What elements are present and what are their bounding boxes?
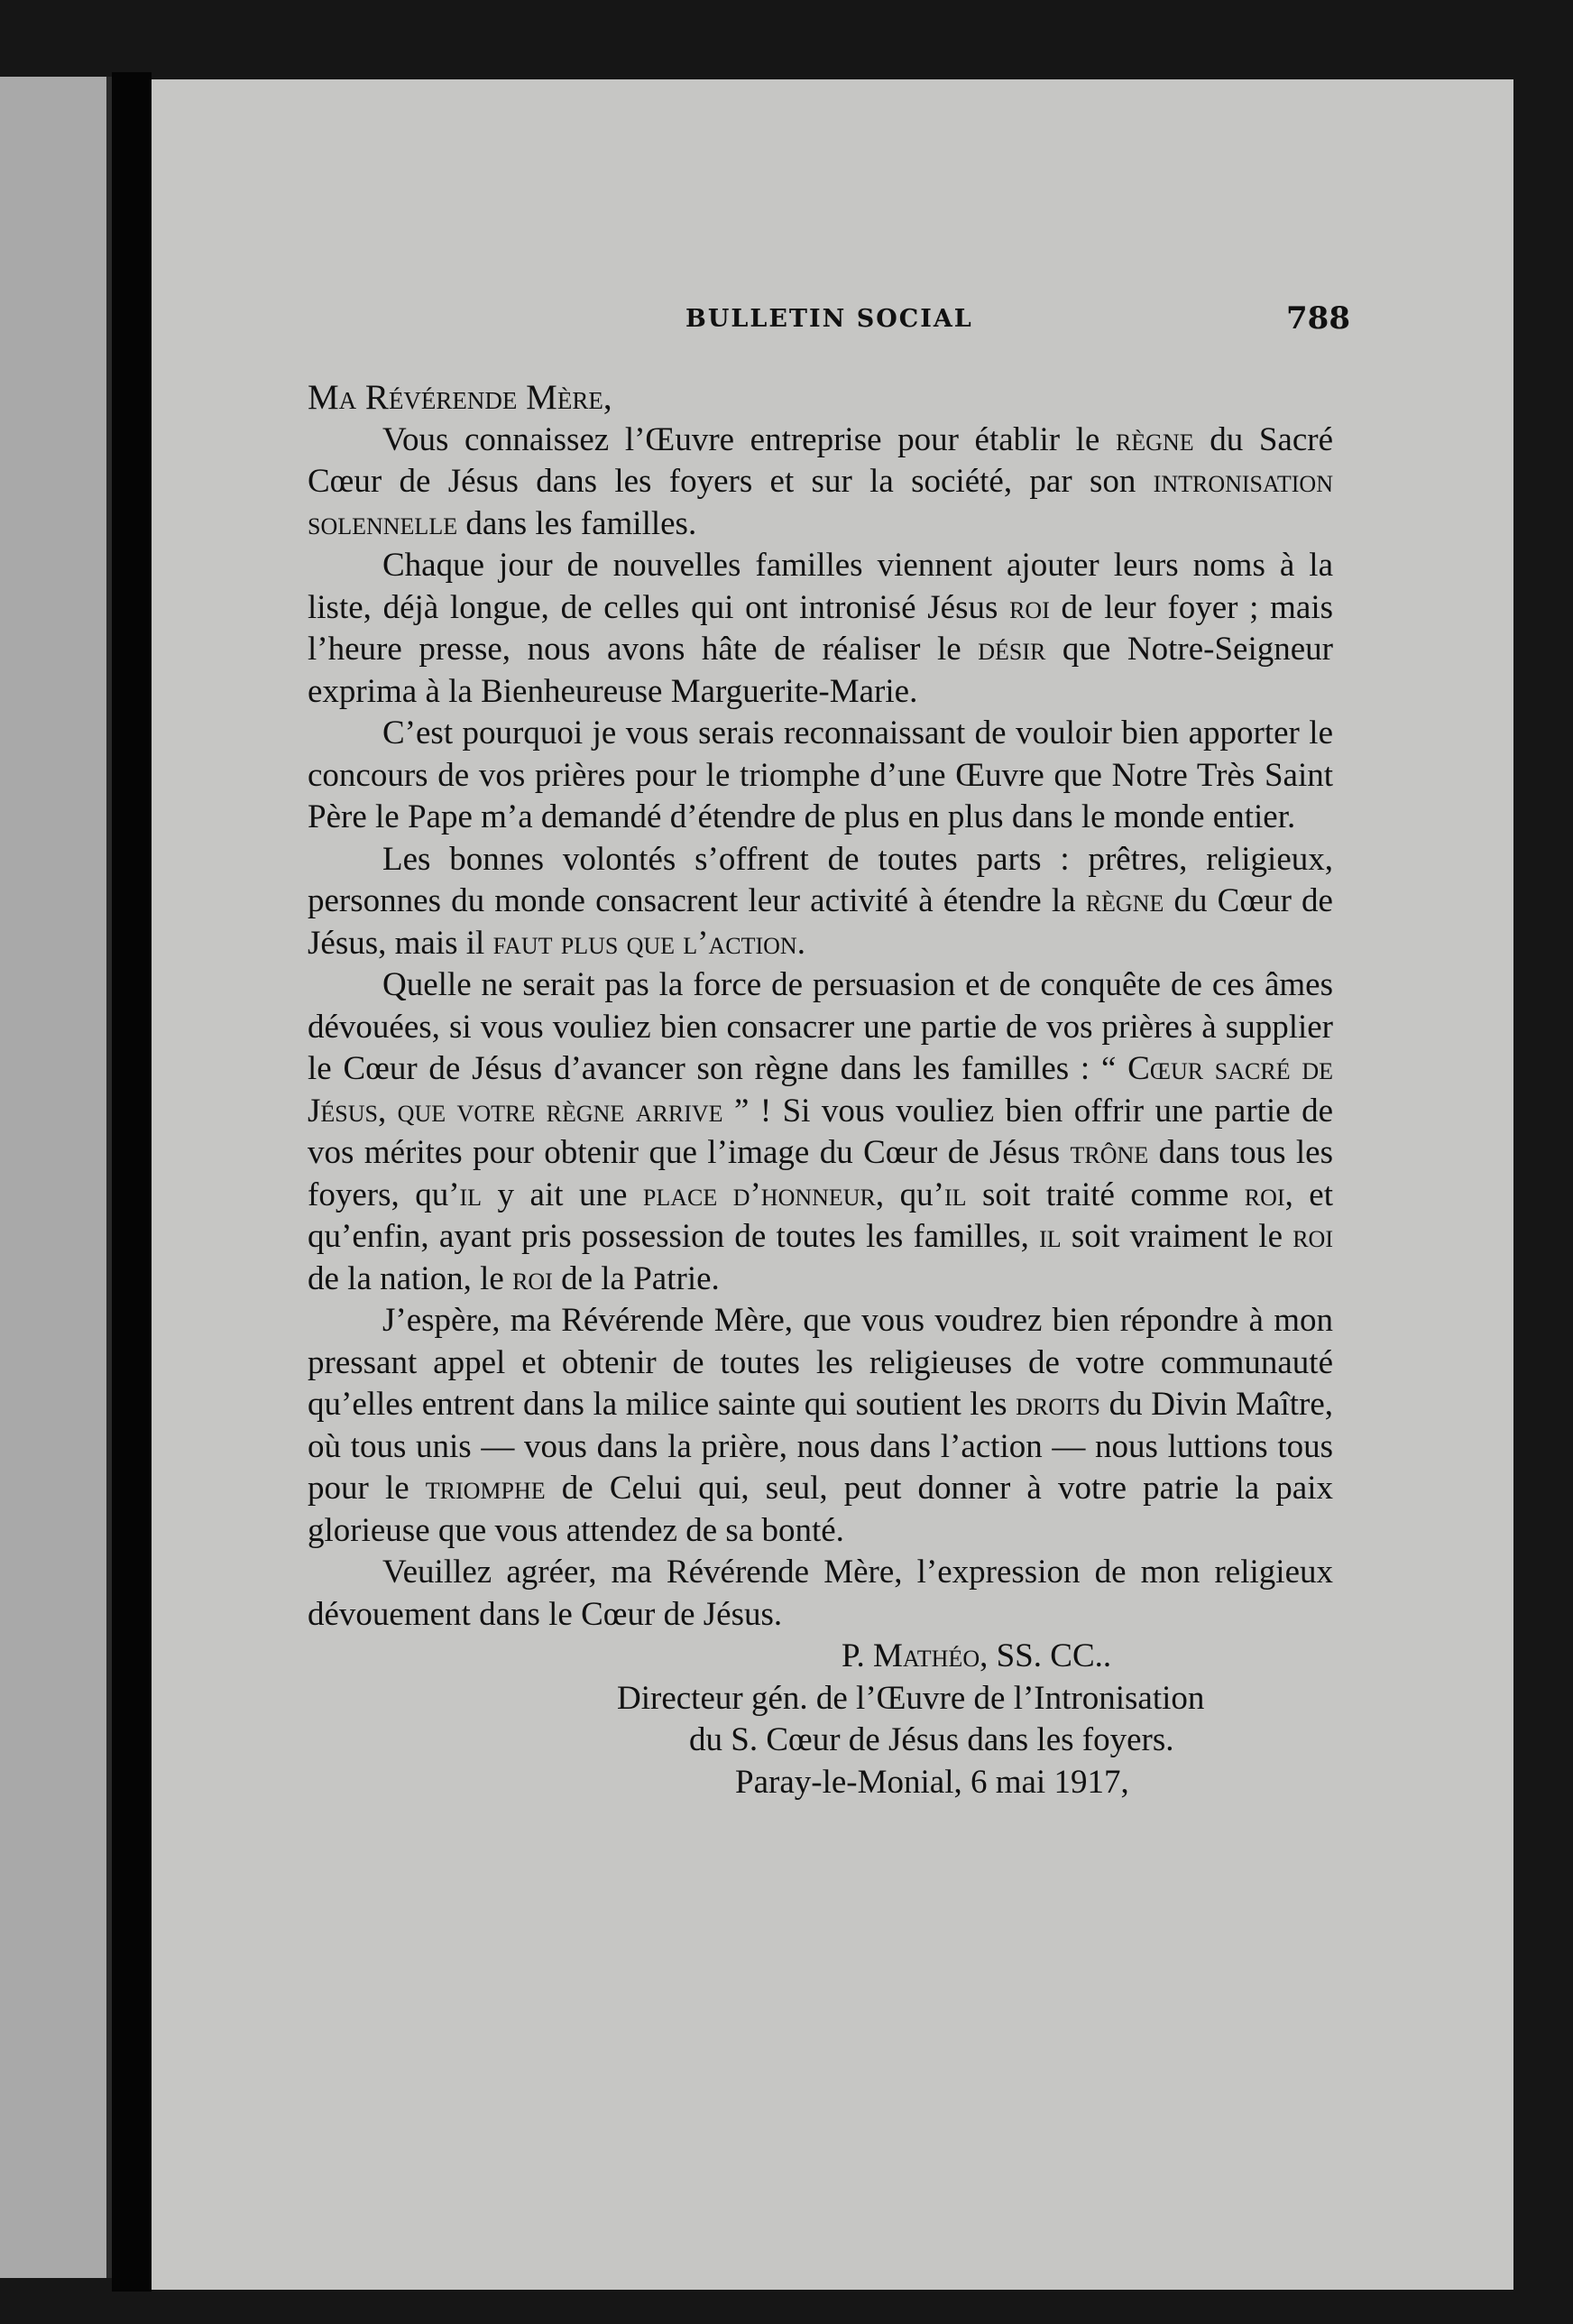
signature-name (308, 1636, 1333, 1678)
text-run: Les bonnes volontés s’offrent de toutes parts : prêtres, religieux, personnes du monde consacrent leur activité à étendre la (308, 840, 1333, 919)
signature-org: du S. Cœur de Jésus dans les foyers. (689, 1721, 1174, 1758)
small-caps-run: triomphe (425, 1470, 546, 1507)
small-caps-run: il (943, 1176, 967, 1213)
text-run: de leur foyer ; mais l’heure presse, nous avons hâte de réaliser le (308, 588, 1334, 668)
small-caps-run: règne (1115, 420, 1194, 458)
paragraph-4 (308, 839, 1333, 965)
text-run: du Divin Maître, où tous unis — vous dans la prière, nous dans l’action — nous luttions tous pour le (308, 1386, 1333, 1507)
small-caps-run: désir (978, 631, 1046, 668)
small-caps-run: Cœur sacré de Jésus, que votre règne arrive (308, 1050, 1334, 1130)
letter-body (308, 377, 1333, 1803)
small-caps-run: intronisation solennelle (308, 463, 1333, 542)
text-run: soit traité comme (966, 1176, 1245, 1213)
small-caps-run: il (459, 1176, 483, 1213)
text-run: Quelle ne serait pas la force de persuasion et de conquête de ces âmes dévouées, si vous vouliez bien consacrer une partie de vos prières à supplier le Cœur de Jésus d’avancer son règne dans les familles : “ (308, 966, 1333, 1087)
signature-role: Directeur gén. de l’Œuvre de l’Intronisation (617, 1679, 1205, 1717)
text-run: de la nation, le (308, 1259, 513, 1297)
name-suffix: , SS. CC.. (980, 1637, 1112, 1674)
name-prefix: P. (842, 1637, 873, 1674)
text-run: Chaque jour de nouvelles familles viennent ajouter leurs noms à la liste, déjà longue, de celles qui ont intronisé Jésus (308, 547, 1333, 626)
text-run: J’espère, ma Révérende Mère, que vous voudrez bien répondre à mon pressant appel et obtenir de toutes les religieuses de votre communauté qu’elles entrent dans la milice sainte qui soutient les (308, 1302, 1333, 1423)
text-run: y ait une (482, 1176, 643, 1213)
small-caps-run: roi (1009, 588, 1050, 626)
paragraph-6 (308, 1300, 1333, 1552)
text-run: , qu’ (875, 1176, 944, 1213)
small-caps-run: trône (1070, 1134, 1149, 1171)
text-run: soit vraiment le (1061, 1218, 1293, 1255)
text-run: Veuillez agréer, ma Révérende Mère, l’expression de mon religieux dévouement dans le Cœur de Jésus. (308, 1554, 1333, 1633)
small-caps-run: règne (1085, 882, 1164, 919)
page-number: 788 (1286, 300, 1350, 337)
text-run: C’est pourquoi je vous serais reconnaissant de vouloir bien apporter le concours de vos prières pour le triomphe d’une Œuvre que Notre Très Saint Père le Pape m’a demandé d’étendre de plus en plus dans le monde entier. (308, 715, 1333, 835)
small-caps-run: roi (1244, 1176, 1285, 1213)
small-caps-run: faut plus que l’action (492, 924, 797, 962)
facing-page-edge (0, 77, 112, 2278)
text-run: de la Patrie. (552, 1259, 720, 1297)
name-small-caps: Mathéo (872, 1637, 980, 1674)
small-caps-run: droits (1016, 1386, 1101, 1423)
paragraph-5 (308, 964, 1333, 1300)
small-caps-run: roi (512, 1259, 553, 1297)
text-run: . (796, 924, 805, 962)
signature-place-date: Paray-le-Monial, 6 mai 1917, (735, 1763, 1129, 1801)
text-run: du Sacré Cœur de Jésus dans les foyers et sur la société, par son (308, 420, 1333, 500)
text-run: Vous connaissez l’Œuvre entreprise pour établir le (382, 420, 1116, 458)
text-run: dans tous les foyers, qu’ (308, 1134, 1333, 1213)
salutation: Ma Révérende Mère, (308, 378, 612, 417)
text-run: que Notre-Seigneur exprima à la Bienheureuse Marguerite-Marie. (308, 631, 1333, 710)
running-title: BULLETIN SOCIAL (685, 305, 973, 333)
text-run: dans les familles. (457, 504, 697, 542)
small-caps-run: il (1039, 1218, 1062, 1255)
text-run: du Cœur de Jésus, mais il (308, 882, 1333, 962)
text-run: , et qu’enfin, ayant pris possession de toutes les familles, (308, 1176, 1334, 1255)
paragraph-1 (308, 420, 1333, 546)
small-caps-run: place d’honneur (642, 1176, 876, 1213)
paragraph-2 (308, 545, 1333, 713)
text-run: ” ! Si vous vouliez bien offrir une partie de vos mérites pour obtenir que l’image du Cœur de Jésus (308, 1092, 1333, 1171)
text-run: de Celui qui, seul, peut donner à votre patrie la paix glorieuse que vous attendez de sa bonté. (308, 1470, 1333, 1549)
small-caps-run: roi (1292, 1218, 1333, 1255)
paragraph-7 (308, 1552, 1333, 1636)
paragraph-3 (308, 713, 1333, 839)
book-binding (112, 72, 152, 2292)
